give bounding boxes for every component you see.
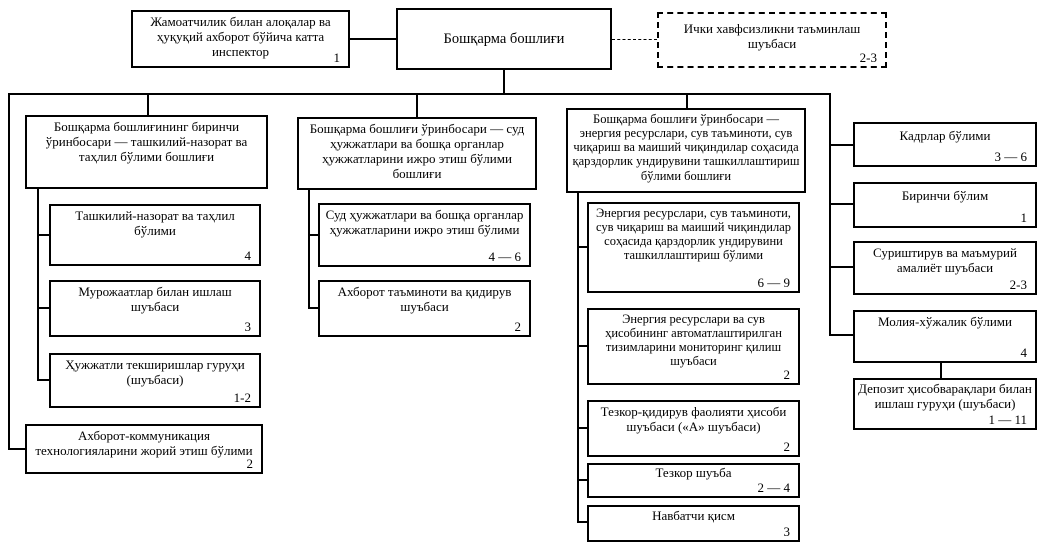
box-label: Молия-хўжалик бўлими	[878, 314, 1012, 329]
box-department-head	[396, 8, 612, 70]
connector-line	[686, 93, 688, 108]
box-label: Кадрлар бўлими	[899, 128, 991, 143]
connector-line	[37, 234, 49, 236]
box-col4-item-4	[853, 310, 1037, 363]
box-senior-inspector	[131, 10, 350, 68]
staff-count: 2	[246, 456, 253, 472]
connector-line	[577, 345, 587, 347]
connector-line	[308, 190, 310, 309]
connector-line	[8, 93, 10, 450]
box-col2-item-1	[318, 203, 531, 267]
box-col3-item-3	[587, 400, 800, 457]
box-label: Ички хавфсизликни таъминлаш шуъбаси	[683, 21, 861, 51]
staff-count: 2 — 4	[757, 480, 790, 496]
box-label: Суриштирув ва маъмурий амалиёт шуъбаси	[873, 245, 1017, 275]
staff-count: 3	[244, 319, 251, 335]
box-col1-header	[25, 115, 268, 189]
box-col4-item-2	[853, 182, 1037, 228]
box-label: Тезкор шуъба	[655, 465, 732, 480]
box-label: Бошқарма бошлиғининг биринчи ўринбосари — ташкилий-назорат ва таҳлил бўлими бошлиғи	[45, 119, 248, 164]
connector-line	[147, 93, 149, 115]
connector-line	[577, 479, 587, 481]
connector-line	[577, 193, 579, 523]
box-label: Бошқарма бошлиғи ўринбосари — суд ҳужжатлари ва бошқа органлар ҳужжатларини ижро этиш бўлими бошлиғи	[309, 121, 525, 181]
staff-count: 4 — 6	[488, 249, 521, 265]
box-label: Ахборот-коммуникация технологияларини жорий этиш бўлими	[35, 428, 253, 458]
box-col1-item-4	[25, 424, 263, 474]
box-label: Энергия ресурслари, сув таъминоти, сув чиқариш ва маиший чиқиндилар соҳасида қарздорлик ундирувини ташкиллаштириш бўлими	[595, 206, 792, 263]
connector-line	[308, 307, 318, 309]
staff-count: 4	[1020, 345, 1027, 361]
staff-count: 1 — 11	[988, 412, 1027, 428]
connector-line	[350, 38, 396, 40]
connector-line	[829, 93, 831, 336]
box-col3-item-2	[587, 308, 800, 385]
connector-line	[940, 363, 942, 378]
connector-line	[577, 521, 587, 523]
box-internal-security	[657, 12, 887, 68]
box-col3-header	[566, 108, 806, 193]
staff-count: 2	[783, 439, 790, 455]
box-col1-item-3	[49, 353, 261, 408]
connector-line	[829, 203, 853, 205]
connector-line	[37, 189, 39, 381]
box-col1-item-1	[49, 204, 261, 266]
box-label: Тезкор-қидирув фаолияти ҳисоби шуъбаси («А» шуъбаси)	[600, 404, 787, 434]
connector-line	[503, 70, 505, 93]
staff-count: 4	[244, 248, 251, 264]
box-col4-item-5	[853, 378, 1037, 430]
staff-count: 1-2	[233, 390, 251, 406]
connector-line	[8, 93, 831, 95]
connector-line	[8, 448, 25, 450]
staff-count: 2-3	[1009, 277, 1027, 293]
staff-count: 6 — 9	[757, 275, 790, 291]
connector-line	[829, 266, 853, 268]
box-label: Ташкилий-назорат ва таҳлил бўлими	[75, 208, 235, 238]
staff-count: 3	[783, 524, 790, 540]
connector-line-dashed	[612, 39, 657, 40]
connector-line	[308, 234, 318, 236]
connector-line	[829, 334, 853, 336]
box-label: Бошқарма бошлиғи ўринбосари — энергия ресурслари, сув таъминоти, сув чиқариш ва маиший чиқиндилар соҳасида қарздорлик ундирувини ташкиллаштириш бўлими бошлиғи	[572, 112, 800, 183]
box-label: Ҳужжатли текширишлар гуруҳи (шуъбаси)	[65, 357, 245, 387]
staff-count: 2	[783, 367, 790, 383]
connector-line	[37, 307, 49, 309]
box-label: Жамоатчилик билан алоқалар ва ҳуқуқий ахборот бўйича катта инспектор	[150, 14, 331, 59]
connector-line	[37, 379, 49, 381]
box-label: Биринчи бўлим	[901, 188, 989, 203]
box-col3-item-4	[587, 463, 800, 498]
box-col1-item-2	[49, 280, 261, 337]
connector-line	[577, 246, 587, 248]
box-col3-item-5	[587, 505, 800, 542]
box-col2-header	[297, 117, 537, 190]
box-col2-item-2	[318, 280, 531, 337]
staff-count: 1	[333, 50, 340, 66]
box-col4-item-3	[853, 241, 1037, 295]
box-label: Энергия ресурслари ва сув ҳисобининг автоматлаштирилган тизимларини мониторинг қилиш шуъбаси	[605, 312, 782, 369]
connector-line	[577, 427, 587, 429]
staff-count: 2	[514, 319, 521, 335]
box-label: Суд ҳужжатлари ва бошқа органлар ҳужжатларини ижро этиш бўлими	[325, 207, 524, 237]
connector-line	[829, 144, 853, 146]
staff-count: 3 — 6	[994, 149, 1027, 165]
box-label: Мурожаатлар билан ишлаш шуъбаси	[78, 284, 232, 314]
staff-count: 2-3	[859, 50, 877, 66]
box-label: Депозит ҳисобварақлари билан ишлаш гуруҳи (шуъбаси)	[858, 381, 1032, 411]
connector-line	[416, 93, 418, 117]
box-col3-item-1	[587, 202, 800, 293]
box-label: Навбатчи қисм	[652, 508, 735, 523]
box-label: Ахборот таъминоти ва қидирув шуъбаси	[337, 284, 512, 314]
staff-count: 1	[1020, 210, 1027, 226]
box-label: Бошқарма бошлиғи	[443, 30, 565, 47]
box-col4-item-1	[853, 122, 1037, 167]
